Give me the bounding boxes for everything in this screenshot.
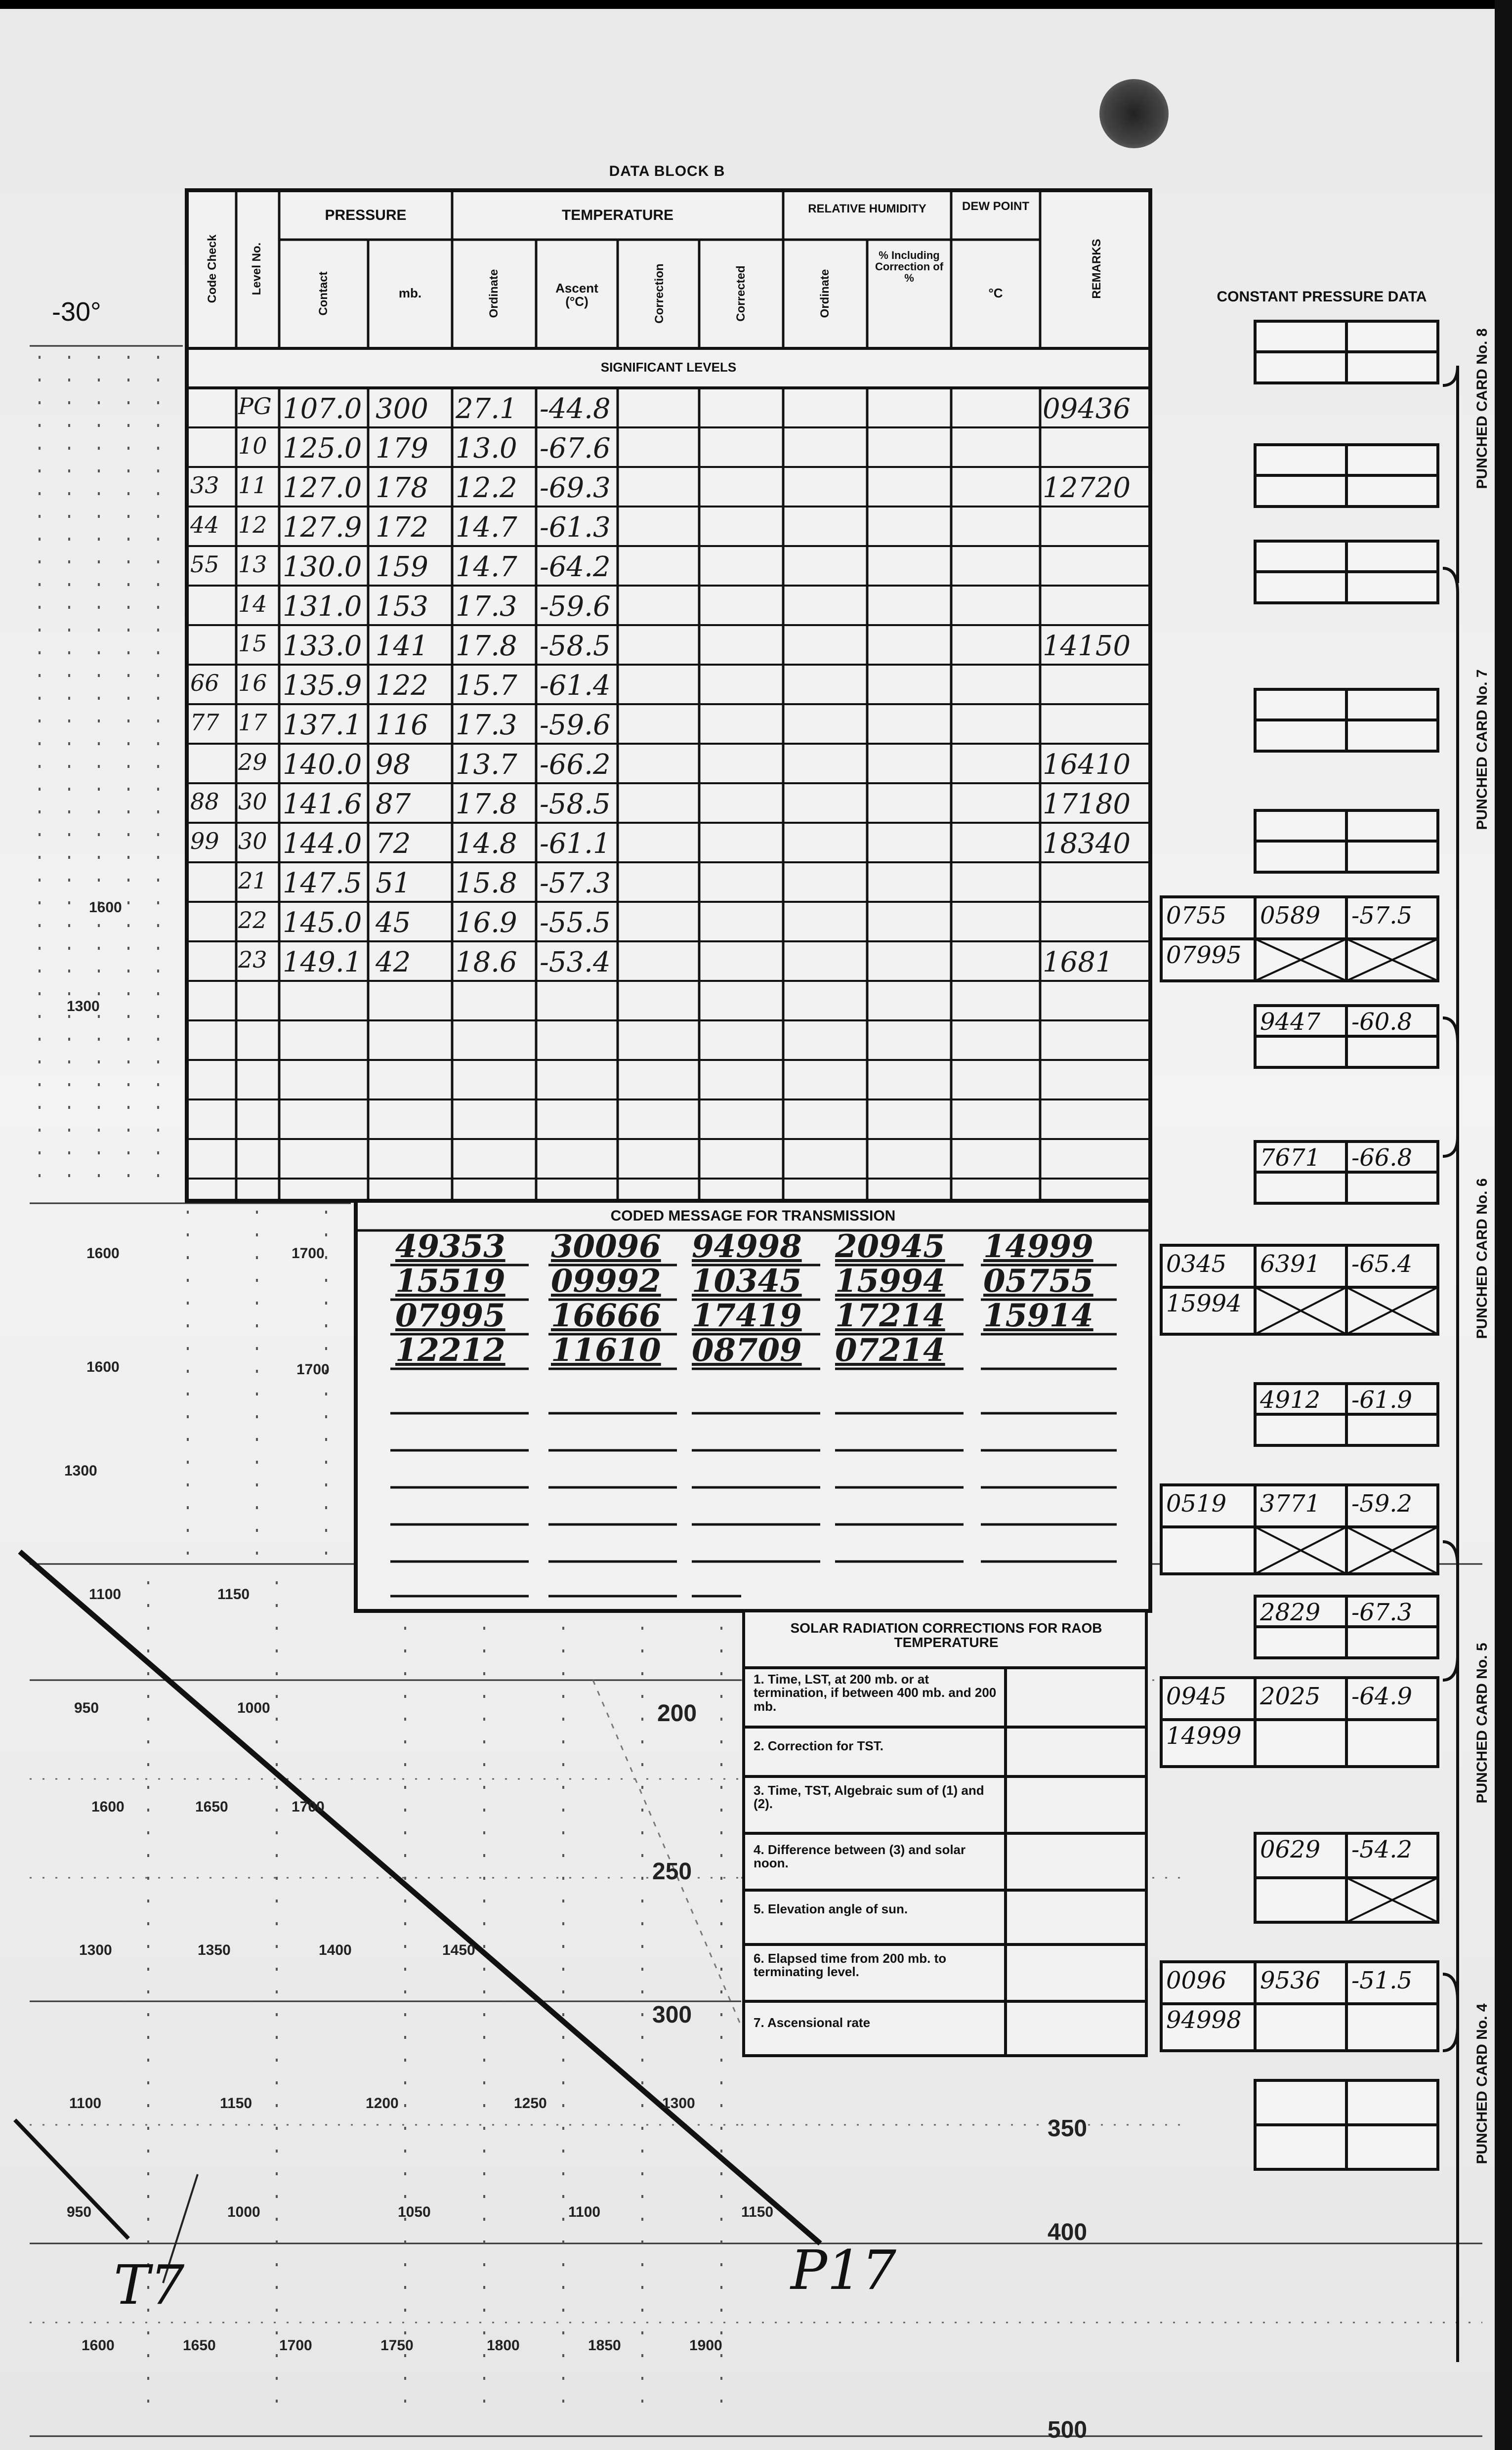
solar-item: 1. Time, LST, at 200 mb. or at termination, if between 400 mb. and 200 mb. — [754, 1672, 997, 1714]
cell-mb: 178 — [376, 472, 428, 504]
cell-contact: 130.0 — [283, 551, 362, 583]
cell-ordinate: 14.7 — [456, 511, 517, 544]
cell-ascent: -66.2 — [540, 749, 611, 781]
coded-message-title: CODED MESSAGE FOR TRANSMISSION — [610, 1208, 896, 1224]
coded-message-group: 17214 — [835, 1297, 945, 1334]
header-ordinate: Ordinate — [487, 269, 501, 318]
header-ascent: Ascent (°C) — [555, 281, 598, 309]
solar-title: SOLAR RADIATION CORRECTIONS FOR RAOB TEMPERATURE — [790, 1620, 1102, 1650]
constant-pressure-value: 0945 — [1166, 1683, 1227, 1710]
cell-code-check: 88 — [190, 788, 219, 815]
cell-remarks: 16410 — [1043, 749, 1131, 781]
constant-pressure-value: -57.5 — [1351, 902, 1413, 929]
constant-pressure-value: -67.3 — [1351, 1599, 1413, 1626]
cell-level-no: 30 — [238, 828, 267, 854]
cell-code-check: 66 — [190, 670, 219, 696]
header-level-no: Level No. — [250, 242, 263, 296]
cell-level-no: 15 — [238, 630, 267, 657]
cell-mb: 42 — [376, 946, 411, 978]
constant-pressure-value: 0519 — [1166, 1490, 1227, 1518]
cell-contact: 127.0 — [283, 472, 362, 504]
solar-item: 6. Elapsed time from 200 mb. to terminating level. — [754, 1951, 947, 1980]
header-pressure: PRESSURE — [325, 207, 407, 223]
cell-code-check: 44 — [190, 511, 219, 538]
constant-pressure-value: 07995 — [1166, 941, 1242, 969]
cell-ascent: -59.6 — [540, 709, 611, 741]
punched-card-4-label: PUNCHED CARD No. 4 — [1474, 2003, 1490, 2164]
cell-contact: 133.0 — [283, 630, 362, 662]
coded-message-group: 07214 — [835, 1332, 945, 1369]
cell-contact: 135.9 — [283, 670, 362, 702]
scanned-form-sheet: 1600 1300 1600 1700 1600 1700 1300 1100 1150 950 1000 1600 1650 1700 1300 1350 1400 1450 1100 1150 1200 1250 1300 950 1000 1050 1100 1150 1600 1650 1700 1750 1800 1850 1900 200 250 300 350 400 500 -30° DATA BLOCK B Code Check Level No. PRESSURE Contact mb. TEMPERATURE Ordinate Ascent (°C) Correction Corrected RELATIVE HUMIDITY Ordinate % Including Correction of % DEW POINT °C REMARKS SIGNIFICANT LEVELS PG 107.0 300 27.1 -44.8 09436 10 125.0 179 13.0 -67.6 33 11 127.0 178 12.2 -69.3 12720 44 12 127.9 172 14.7 -61.3 55 13 130.0 159 14.7 -64.2 14 131.0 153 17.3 -59.6 15 133.0 141 17.8 -58.5 14150 66 16 135.9 122 15.7 -61.4 77 17 137.1 116 17.3 -59.6 29 140.0 98 13.7 -66.2 16410 88 30 141.6 87 17.8 -58.5 17180 99 30 144.0 72 14.8 -61.1 18340 21 147.5 51 15.8 -57.3 22 145.0 45 16.9 -55.5 23 149.1 42 18.6 -53.4 1681 CODED MESSAGE FOR TRANSMISSION 49353 30096 94998 20945 14999 15519 09992 10345 15994 05755 07995 16666 17419 17214 15914 12212 11610 08709 07214 SOLAR RADIATION CORRECTIONS FOR RAOB TEMPERATURE 1. Time, LST, at 200 mb. or at termination, if between 400 mb. and 200 mb. 2. Correction for TST. 3. Time, TST, Algebraic sum of (1) and (2). 4. Difference between (3) and solar noon. 5. Elevation angle of sun. 6. Elapsed time from 200 mb. to terminating level. 7. Ascensional rate CONSTANT PRESSURE DATA PUNCHED CARD No. 8 PUNCHED CARD No. 7 PUNCHED CARD No. 6 PUNCHED CARD No. 5 PUNCHED CARD No. 4 0755 0589 -57.5 07995 9447 -60.8 7671 -66.8 0345 6391 -65.4 15994 4912 -61.9 0519 3771 -59.2 2829 -67.3 0945 2025 -64.9 14999 0629 -54.2 0096 9536 -51.5 94998 T7 P17 — [0, 0, 1512, 2450]
cell-ordinate: 13.0 — [456, 432, 517, 465]
cell-remarks: 17180 — [1043, 788, 1131, 820]
cell-mb: 98 — [376, 749, 411, 781]
cell-level-no: 12 — [238, 511, 267, 538]
coded-message-group: 15519 — [395, 1263, 505, 1300]
constant-pressure-value: 14999 — [1166, 1722, 1242, 1750]
header-temperature: TEMPERATURE — [561, 207, 674, 223]
constant-pressure-value: 9447 — [1260, 1008, 1321, 1036]
constant-pressure-value: 0755 — [1166, 902, 1227, 929]
constant-pressure-value: -61.9 — [1351, 1386, 1413, 1414]
coded-message-group: 20945 — [835, 1228, 945, 1265]
cell-contact: 145.0 — [283, 907, 362, 939]
coded-message-group: 16666 — [551, 1297, 661, 1334]
cell-ordinate: 27.1 — [456, 393, 517, 425]
header-corrected: Corrected — [734, 265, 748, 322]
cell-ascent: -58.5 — [540, 630, 611, 662]
cell-ascent: -44.8 — [540, 393, 611, 425]
coded-message-group: 15914 — [983, 1297, 1093, 1334]
cell-mb: 72 — [376, 828, 411, 860]
data-block-title: DATA BLOCK B — [609, 163, 725, 179]
header-dew-point: DEW POINT — [962, 200, 1029, 213]
constant-pressure-value: -60.8 — [1351, 1008, 1413, 1036]
header-mb: mb. — [398, 286, 422, 300]
solar-item: 4. Difference between (3) and solar noon. — [754, 1842, 966, 1871]
constant-pressure-value: 6391 — [1260, 1250, 1321, 1278]
cell-level-no: 22 — [238, 907, 267, 933]
cell-level-no: 29 — [238, 749, 267, 775]
cell-ordinate: 14.7 — [456, 551, 517, 583]
cell-ascent: -67.6 — [540, 432, 611, 465]
coded-message-group: 14999 — [983, 1228, 1093, 1265]
coded-message-group: 05755 — [983, 1263, 1093, 1300]
cell-level-no: 13 — [238, 551, 267, 578]
cell-contact: 149.1 — [283, 946, 362, 978]
cell-level-no: 16 — [238, 670, 267, 696]
cell-mb: 51 — [376, 867, 411, 899]
header-remarks: REMARKS — [1090, 239, 1103, 299]
cell-contact: 131.0 — [283, 591, 362, 623]
cell-ordinate: 16.9 — [456, 907, 517, 939]
punched-card-7-label: PUNCHED CARD No. 7 — [1474, 669, 1490, 830]
coded-message-group: 07995 — [395, 1297, 505, 1334]
cell-mb: 179 — [376, 432, 428, 465]
coded-message-group: 17419 — [692, 1297, 802, 1334]
cell-ascent: -57.3 — [540, 867, 611, 899]
cell-ordinate: 17.3 — [456, 709, 517, 741]
cell-remarks: 18340 — [1043, 828, 1131, 860]
cell-level-no: 11 — [238, 472, 267, 499]
coded-message-group: 94998 — [692, 1228, 802, 1265]
cell-ascent: -61.3 — [540, 511, 611, 544]
cell-ascent: -59.6 — [540, 591, 611, 623]
side-temperature-label: -30° — [52, 297, 101, 327]
cell-mb: 116 — [376, 709, 428, 741]
cell-ordinate: 17.8 — [456, 630, 517, 662]
header-correction: Correction — [653, 263, 666, 324]
cell-level-no: 14 — [238, 591, 267, 617]
cell-remarks: 12720 — [1043, 472, 1131, 504]
constant-pressure-value: -59.2 — [1351, 1490, 1413, 1518]
constant-pressure-value: -51.5 — [1351, 1967, 1413, 1994]
punched-card-5-label: PUNCHED CARD No. 5 — [1474, 1643, 1490, 1804]
cell-ascent: -55.5 — [540, 907, 611, 939]
solar-item: 7. Ascensional rate — [754, 2015, 871, 2030]
cell-code-check: 33 — [190, 472, 219, 499]
cell-ordinate: 15.7 — [456, 670, 517, 702]
coded-message-group: 15994 — [835, 1263, 945, 1300]
constant-pressure-value: -66.8 — [1351, 1144, 1413, 1172]
cell-mb: 45 — [376, 907, 411, 939]
cell-mb: 122 — [376, 670, 428, 702]
cell-remarks: 09436 — [1043, 393, 1131, 425]
cell-contact: 140.0 — [283, 749, 362, 781]
constant-pressure-value: 0589 — [1260, 902, 1321, 929]
constant-pressure-value: 0345 — [1166, 1250, 1227, 1278]
cell-contact: 127.9 — [283, 511, 362, 544]
constant-pressure-value: 7671 — [1260, 1144, 1321, 1172]
significant-levels-label: SIGNIFICANT LEVELS — [600, 360, 737, 375]
cell-mb: 141 — [376, 630, 428, 662]
constant-pressure-value: 0096 — [1166, 1967, 1227, 1994]
handwriting-t7: T7 — [114, 2253, 185, 2317]
cell-code-check: 55 — [190, 551, 219, 578]
cell-ordinate: 17.8 — [456, 788, 517, 820]
coded-message-group: 09992 — [551, 1263, 661, 1300]
cell-contact: 137.1 — [283, 709, 362, 741]
constant-pressure-value: 3771 — [1260, 1490, 1321, 1518]
handwriting-p17: P17 — [791, 2239, 896, 2302]
cell-ascent: -61.4 — [540, 670, 611, 702]
cell-ascent: -61.1 — [540, 828, 611, 860]
constant-pressure-value: 94998 — [1166, 2006, 1242, 2034]
header-relative-humidity: RELATIVE HUMIDITY — [808, 202, 926, 215]
coded-message-group: 08709 — [692, 1332, 802, 1369]
coded-message-group: 49353 — [395, 1228, 505, 1265]
cell-ordinate: 18.6 — [456, 946, 517, 978]
cell-ascent: -69.3 — [540, 472, 611, 504]
constant-pressure-value: 0629 — [1260, 1836, 1321, 1863]
cell-contact: 144.0 — [283, 828, 362, 860]
header-rh-ordinate: Ordinate — [818, 269, 832, 318]
solar-item: 2. Correction for TST. — [754, 1738, 883, 1753]
coded-message-group: 10345 — [692, 1263, 802, 1300]
header-code-check: Code Check — [206, 234, 219, 303]
cell-mb: 153 — [376, 591, 428, 623]
constant-pressure-value: 2025 — [1260, 1683, 1321, 1710]
cell-ordinate: 14.8 — [456, 828, 517, 860]
cell-ordinate: 17.3 — [456, 591, 517, 623]
cell-mb: 159 — [376, 551, 428, 583]
cell-contact: 147.5 — [283, 867, 362, 899]
cell-level-no: PG — [238, 393, 272, 420]
constant-pressure-value: 4912 — [1260, 1386, 1321, 1414]
constant-pressure-value: -65.4 — [1351, 1250, 1413, 1278]
constant-pressure-value: 15994 — [1166, 1290, 1242, 1317]
cell-level-no: 17 — [238, 709, 267, 736]
cell-ascent: -58.5 — [540, 788, 611, 820]
cell-level-no: 30 — [238, 788, 267, 815]
cell-level-no: 21 — [238, 867, 267, 894]
cell-ordinate: 12.2 — [456, 472, 517, 504]
cell-code-check: 77 — [190, 709, 219, 736]
cell-remarks: 14150 — [1043, 630, 1131, 662]
cell-ordinate: 15.8 — [456, 867, 517, 899]
cell-mb: 172 — [376, 511, 428, 544]
cell-code-check: 99 — [190, 828, 219, 854]
cell-contact: 141.6 — [283, 788, 362, 820]
header-rh-percent: % Including Correction of % — [875, 249, 944, 285]
cell-level-no: 23 — [238, 946, 267, 973]
constant-pressure-value: 2829 — [1260, 1599, 1321, 1626]
constant-pressure-value: -64.9 — [1351, 1683, 1413, 1710]
solar-item: 5. Elevation angle of sun. — [754, 1901, 908, 1916]
constant-pressure-title: CONSTANT PRESSURE DATA — [1217, 289, 1427, 305]
cell-mb: 300 — [376, 393, 428, 425]
cell-ascent: -64.2 — [540, 551, 611, 583]
constant-pressure-value: -54.2 — [1351, 1836, 1413, 1863]
coded-message-group: 30096 — [551, 1228, 661, 1265]
cell-ordinate: 13.7 — [456, 749, 517, 781]
header-dew-c: °C — [988, 286, 1003, 300]
cell-level-no: 10 — [238, 432, 267, 459]
solar-item: 3. Time, TST, Algebraic sum of (1) and (2). — [754, 1783, 984, 1812]
cell-ascent: -53.4 — [540, 946, 611, 978]
constant-pressure-value: 9536 — [1260, 1967, 1321, 1994]
punched-card-6-label: PUNCHED CARD No. 6 — [1474, 1178, 1490, 1339]
coded-message-group: 11610 — [551, 1332, 661, 1369]
punched-card-8-label: PUNCHED CARD No. 8 — [1474, 328, 1490, 489]
cell-contact: 125.0 — [283, 432, 362, 465]
coded-message-group: 12212 — [395, 1332, 505, 1369]
cell-mb: 87 — [376, 788, 411, 820]
cell-contact: 107.0 — [283, 393, 362, 425]
cell-remarks: 1681 — [1043, 946, 1113, 978]
header-contact: Contact — [317, 271, 330, 316]
